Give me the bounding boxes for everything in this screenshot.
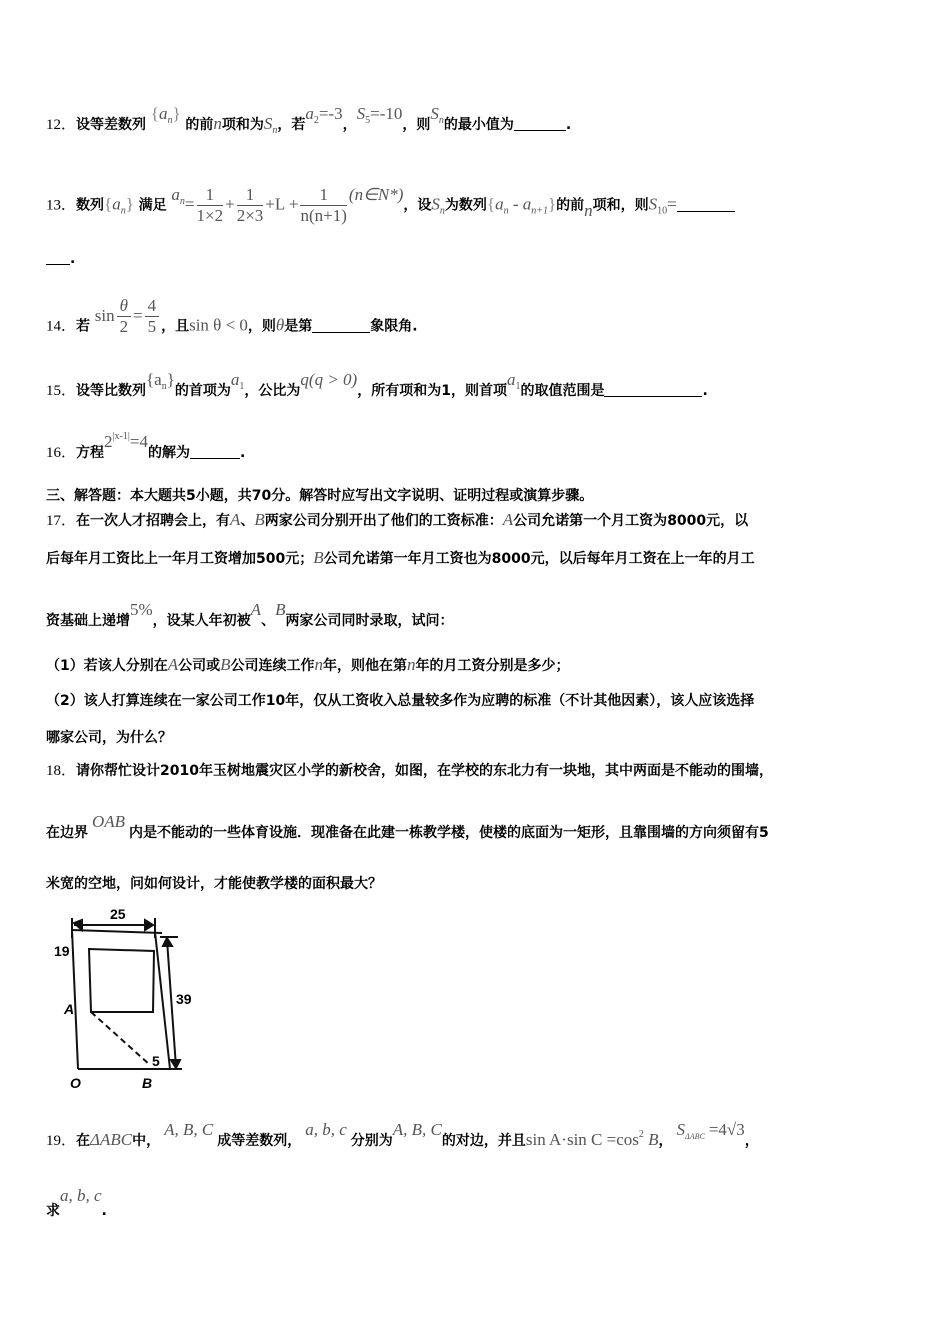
question-17-line-2: 后每年月工资比上一年月工资增加500元；B公司允诺第一年月工资也为8000元，以后每年月工资在上一年的月工 <box>46 548 755 567</box>
svg-text:A: A <box>64 1001 75 1017</box>
answer-blank[interactable] <box>312 318 370 333</box>
question-18-line-1: 18．请你帮忙设计2010年玉树地震灾区小学的新校舍，如图，在学校的东北力有一块地，其中两面是不能动的围墙， <box>46 763 773 779</box>
figure-diagram <box>50 904 200 1094</box>
question-18-line-3: 米宽的空地，问如何设计，才能使教学楼的面积最大？ <box>46 876 382 892</box>
section-heading: 三、解答题：本大题共5小题，共70分。解答时应写出文字说明、证明过程或演算步骤。 <box>46 488 594 504</box>
question-13-continued: . <box>46 248 75 269</box>
svg-text:O: O <box>70 1075 81 1091</box>
question-13: 13．数列$\{a_n\}$ 满足 $a_n=$ $\frac{1}{1\times 2}$ + $\frac{1}{2\times 3}$ +L + $\frac{1}{n(n+1)}$ (n∈N*)，设$S_n$为数列$\{a_n - a_{n+1}\}$的前n项和，则$S_{10}=$ <box>46 185 735 226</box>
question-12: 12．设等差数列 $\{a_n\}$ 的前n项和为$S_n$，若$a_2=-3$，$S_5=-10$，则$S_n$的最小值为 . <box>46 104 572 136</box>
question-15: 15．设等比数列$\{a_n\}$的首项为$a_1$，公比为q(q > 0)，所有项和为1，则首项$a_1$的取值范围是 . <box>46 370 708 399</box>
fraction-1: $\frac{1}{1\times 2}$ <box>196 185 224 225</box>
svg-text:19: 19 <box>54 943 70 959</box>
question-17-part-2: （2）该人打算连续在一家公司工作10年，仅从工资收入总量较多作为应聘的标准（不计其他因素），该人应该选择 <box>46 693 755 709</box>
fraction-2: $\frac{1}{2\times 3}$ <box>236 185 264 225</box>
question-17-line-1: 17．在一次人才招聘会上，有A、B两家公司分别开出了他们的工资标准：A公司允诺第一个月工资为8000元，以 <box>46 510 749 529</box>
answer-blank[interactable] <box>514 116 566 131</box>
answer-blank[interactable] <box>190 444 240 459</box>
answer-blank[interactable] <box>677 197 735 212</box>
answer-blank-cont[interactable] <box>46 250 70 265</box>
question-17-part-1: （1）若该人分别在A公司或B公司连续工作n年，则他在第n年的月工资分别是多少； <box>46 655 570 674</box>
question-14: 14．若 sin $\frac{\theta}{2}$ = $\frac{4}{5}$ ，且sin θ < 0，则θ是第 象限角. <box>46 296 418 336</box>
svg-text:5: 5 <box>152 1053 160 1069</box>
svg-text:25: 25 <box>110 906 126 922</box>
answer-blank[interactable] <box>604 382 702 397</box>
question-17-part-2-cont: 哪家公司，为什么？ <box>46 730 172 746</box>
fraction-3: $\frac{1}{n(n+1)}$ <box>300 185 347 225</box>
question-19-ask: 求a, b, c. <box>46 1186 107 1219</box>
svg-text:B: B <box>142 1075 153 1091</box>
svg-text:39: 39 <box>176 991 192 1007</box>
question-16: 16．方程$2^{|x-1|}=4$的解为 . <box>46 431 246 461</box>
question-17-line-3: 资基础上递增5%，设某人年初被A、B两家公司同时录取，试问： <box>46 600 454 629</box>
question-18-line-2: 在边界OAB内是不能动的一些体育设施．现准备在此建一栋教学楼，使楼的底面为一矩形，且靠围墙的方向须留有5 <box>46 812 769 841</box>
question-19: 19．在ΔABC中，A, B, C成等差数列，a, b, c分别为A, B, C的对边，并且sin A·sin $C =\cos^2$ B，$S_{\Delta ABC} =4√3$， <box>46 1120 759 1149</box>
